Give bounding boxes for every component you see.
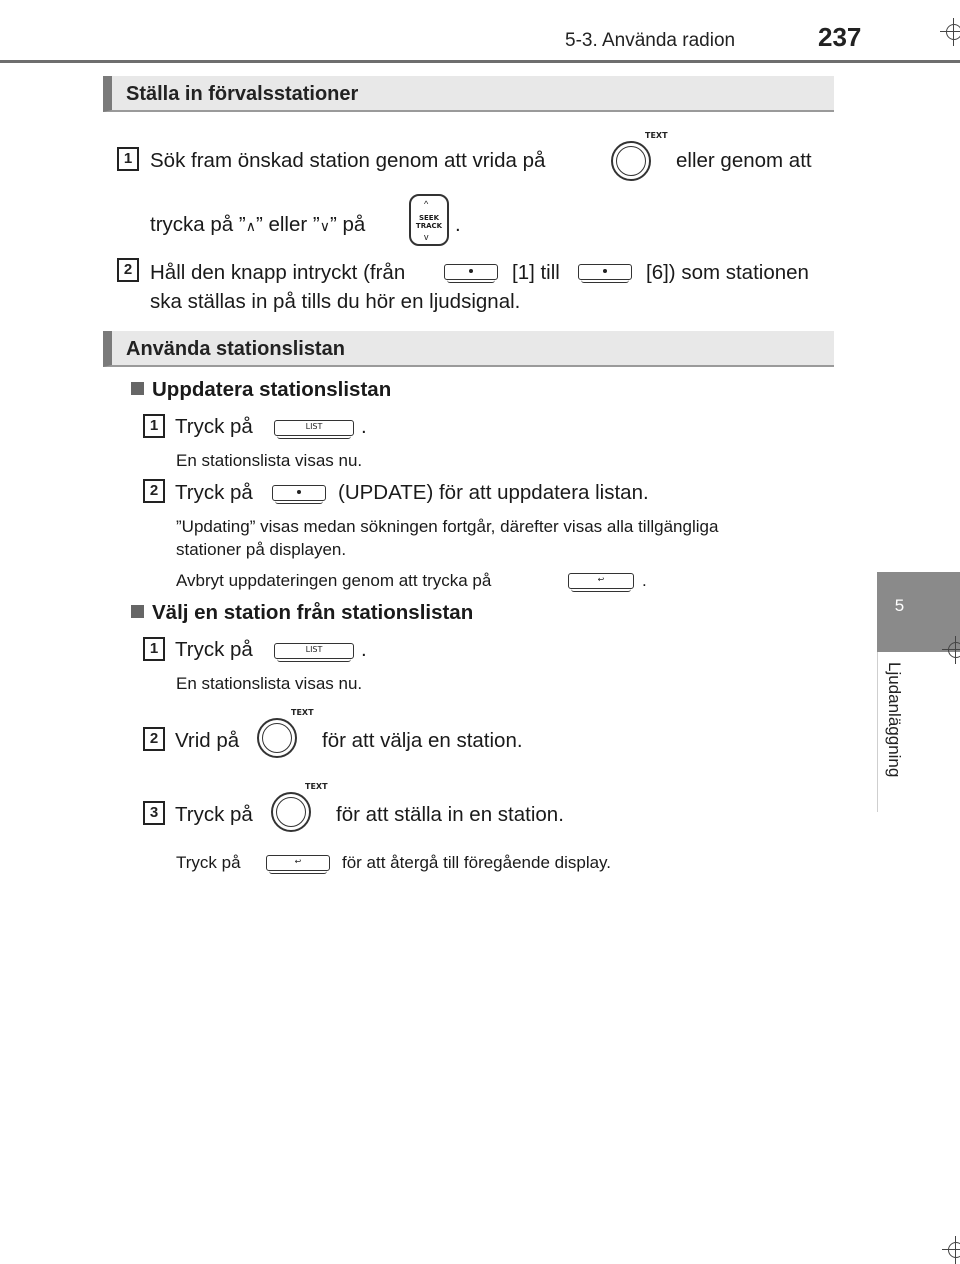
seek-track-button-icon: ^ SEEK TRACK v	[409, 194, 449, 246]
back-button-icon: ↩	[568, 573, 634, 589]
side-divider	[877, 652, 878, 812]
step-text: .	[455, 213, 461, 236]
step-number: 1	[143, 414, 165, 438]
tune-knob-icon: TEXT	[611, 137, 655, 181]
list-button-icon: LIST	[274, 643, 354, 659]
step-text: för att välja en station.	[322, 729, 523, 752]
step-text: eller genom att	[676, 149, 812, 172]
chapter-section-title: 5-3. Använda radion	[565, 30, 736, 51]
step-text: [6]) som stationen	[646, 261, 809, 284]
step-note: En stationslista visas nu.	[176, 674, 363, 693]
step-text: Sök fram önskad station genom att vrida på	[150, 149, 546, 172]
step-number: 2	[143, 479, 165, 503]
step-number: 1	[143, 637, 165, 661]
step-note: Avbryt uppdateringen genom att trycka på	[176, 571, 492, 590]
page-number: 237	[818, 22, 862, 52]
back-button-icon: ↩	[266, 855, 330, 871]
step-number: 3	[143, 801, 165, 825]
bullet-square-icon	[131, 605, 144, 618]
step-text: Håll den knapp intryckt (från	[150, 261, 406, 284]
tune-knob-icon: TEXT	[271, 788, 315, 832]
registration-mark-icon	[940, 18, 960, 46]
subheading-select: Välj en station från stationslistan	[131, 601, 473, 625]
registration-mark-icon	[942, 1236, 960, 1264]
step-text: Vrid på	[175, 729, 240, 752]
step-note: Tryck på	[176, 853, 241, 872]
section-title: Ställa in förvalsstationer	[126, 83, 359, 105]
step-text: Tryck på	[175, 803, 253, 826]
section-heading-station-list	[103, 331, 834, 367]
bullet-square-icon	[131, 382, 144, 395]
step-number: 2	[117, 258, 139, 282]
step-note: En stationslista visas nu.	[176, 451, 363, 470]
step-number: 2	[143, 727, 165, 751]
step-number: 1	[117, 147, 139, 171]
chapter-number: 5	[894, 596, 905, 615]
preset-button-icon	[444, 264, 498, 280]
step-note: .	[642, 571, 647, 590]
tune-knob-icon: TEXT	[257, 714, 301, 758]
step-text: [1] till	[512, 261, 560, 284]
step-text-line: trycka på ”∧” eller ”∨” på	[150, 213, 366, 236]
step-note: för att återgå till föregående display.	[342, 853, 612, 872]
step-text: ska ställas in på tills du hör en ljudsignal.	[150, 290, 521, 313]
section-title: Använda stationslistan	[126, 338, 345, 360]
header-divider	[0, 60, 960, 63]
step-note: stationer på displayen.	[176, 540, 347, 559]
section-heading-presets	[103, 76, 834, 112]
chapter-label: Ljudanläggning	[885, 662, 904, 778]
list-button-icon: LIST	[274, 420, 354, 436]
update-button-icon	[272, 485, 326, 501]
step-text: Tryck på	[175, 481, 253, 504]
preset-button-icon	[578, 264, 632, 280]
step-text: (UPDATE) för att uppdatera listan.	[338, 481, 649, 504]
subheading-update: Uppdatera stationslistan	[131, 378, 391, 402]
registration-mark-icon	[942, 636, 960, 664]
step-note: ”Updating” visas medan sökningen fortgår, därefter visas alla tillgängliga	[176, 517, 719, 536]
step-text: .	[361, 415, 367, 438]
step-text: .	[361, 638, 367, 661]
step-text: Tryck på	[175, 638, 253, 661]
step-text: för att ställa in en station.	[336, 803, 564, 826]
step-text: Tryck på	[175, 415, 253, 438]
